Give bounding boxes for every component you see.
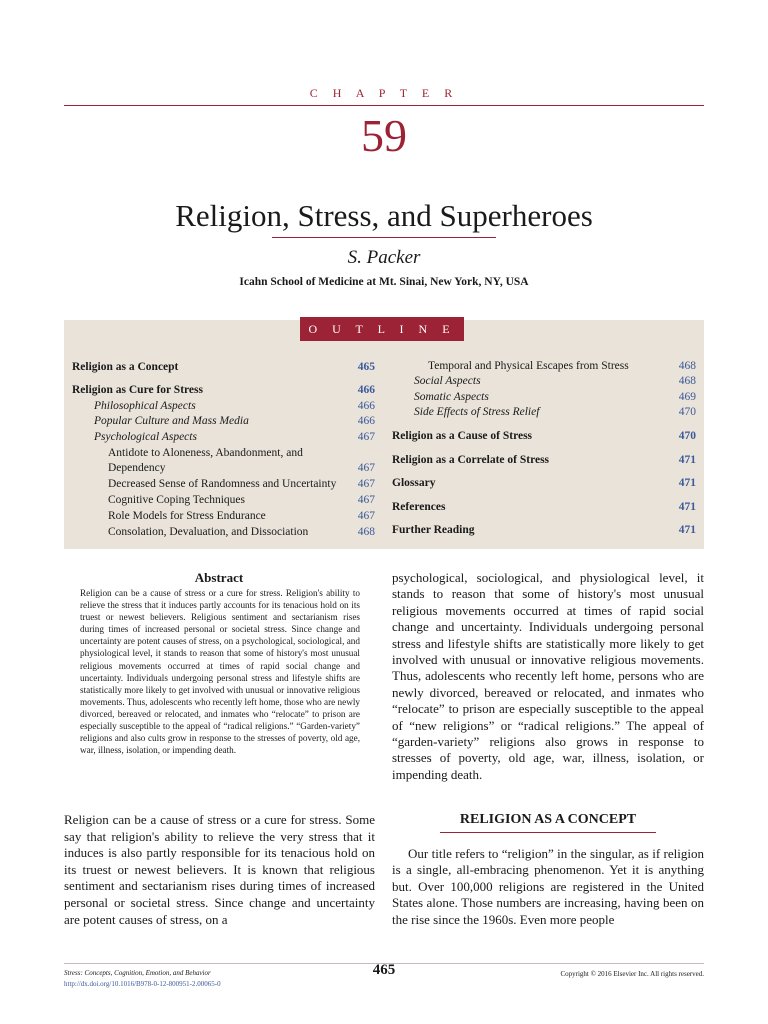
footer-doi-link[interactable]: http://dx.doi.org/10.1016/B978-0-12-800951-2.00065-0 <box>64 980 221 988</box>
outline-item-page: 468 <box>678 360 696 372</box>
outline-item-text: Popular Culture and Mass Media <box>94 415 249 427</box>
outline-item-page: 465 <box>357 361 375 373</box>
outline-item-text: Dependency <box>108 462 166 474</box>
section-rule <box>440 832 656 833</box>
outline-item[interactable] <box>392 476 696 491</box>
outline-item[interactable] <box>94 414 375 429</box>
outline-item-text: Glossary <box>392 477 436 489</box>
outline-item[interactable] <box>108 477 375 492</box>
outline-item-page: 467 <box>357 478 375 490</box>
outline-item[interactable] <box>108 446 375 461</box>
outline-item-text: Philosophical Aspects <box>94 400 196 412</box>
outline-item-page: 469 <box>678 391 696 403</box>
outline-item-text: Cognitive Coping Techniques <box>108 494 245 506</box>
body-right-paragraph: psychological, sociological, and physiological level, it stands to reason that some of history's most unusual religious movements occurred at times of rapid social change and uncertainty. Individuals undergoing personal stress and lifestyle shifts are statistically more likely to get involved with unusual or innovative religious movements. Thus, adolescents who recently left home, persons who are newly divorced, bereaved or relocated, and inmates who “relocate” to prison are especially susceptible to the appeal of “new religions” or “radical religions.” The appeal of “garden-variety” religions also grows in response to stresses of poverty, old age, war, illness, isolation, or impending death. <box>392 570 704 782</box>
outline-item-page: 471 <box>678 477 696 489</box>
outline-item-text: Religion as a Cause of Stress <box>392 430 533 442</box>
outline-item[interactable] <box>392 429 696 444</box>
outline-item[interactable] <box>72 360 375 375</box>
outline-item[interactable] <box>108 509 375 524</box>
outline-item-page: 470 <box>678 406 696 418</box>
title-rule <box>272 237 496 238</box>
section-paragraph: Our title refers to “religion” in the singular, as if religion is a single, all-embracing phenomenon. Yet it is anything but. Over 100,000 religions are registered in the United States alone. Those numbers are increasing, having been on the rise since the 1960s. Even more people <box>392 846 704 927</box>
outline-item-text: Psychological Aspects <box>94 431 197 443</box>
outline-item-page: 470 <box>678 430 696 442</box>
affiliation: Icahn School of Medicine at Mt. Sinai, New York, NY, USA <box>239 276 529 288</box>
outline-item-text: References <box>392 501 446 513</box>
outline-item[interactable] <box>392 523 696 538</box>
outline-item[interactable] <box>108 493 375 508</box>
header-rule <box>64 105 704 106</box>
outline-item-text: Further Reading <box>392 524 475 536</box>
outline-label: O U T L I N E <box>300 317 464 341</box>
outline-item-text: Social Aspects <box>414 375 481 387</box>
abstract-text: Religion can be a cause of stress or a cure for stress. Religion's ability to relieve the stress that it induces partly accounts for its tenacious hold on its truest or newest believers. Religious sentiment and sectarianism rises during times of increased personal or societal stress. Since change and uncertainty are potent causes of stress, on a psychological, sociological, and physiological level, it stands to reason that some of history's most unusual religious movements occurred at times of rapid social change and uncertainty. Individuals undergoing personal stress and lifestyle shifts are statistically more likely to get involved with unusual or innovative religious movements. Thus, adolescents who recently left home, those who are newly divorced, bereaved or relocated, and inmates who “relocate” to prison are especially susceptible to the appeal of “radical religions.” “Garden-variety” religions and also cults grow in response to the stresses of poverty, old age, war, illness, isolation, or impending death. <box>80 588 360 756</box>
outline-item-page: 466 <box>357 384 375 396</box>
outline-item[interactable] <box>428 359 696 374</box>
page-number: 465 <box>372 962 396 978</box>
outline-item-text: Role Models for Stress Endurance <box>108 510 266 522</box>
outline-item[interactable] <box>392 453 696 468</box>
outline-item[interactable] <box>94 430 375 445</box>
outline-item-page: 468 <box>357 526 375 538</box>
outline-item-text: Temporal and Physical Escapes from Stress <box>428 360 629 372</box>
outline-item-text: Consolation, Devaluation, and Dissociation <box>108 526 309 538</box>
outline-item-page: 467 <box>357 510 375 522</box>
footer-book-title: Stress: Concepts, Cognition, Emotion, and Behavior <box>64 969 211 977</box>
outline-item-text: Religion as a Correlate of Stress <box>392 454 550 466</box>
outline-item-page: 467 <box>357 431 375 443</box>
body-left-paragraph: Religion can be a cause of stress or a cure for stress. Some say that religion's ability to relieve the very stress that it induces is also partly responsible for its tenacious hold on its truest or newest believers. It is known that religious sentiment and sectarianism rises during times of increased personal or societal stress. Since change and uncertainty are potent causes of stress, on a <box>64 812 375 927</box>
outline-item[interactable] <box>108 461 375 476</box>
outline-item[interactable] <box>94 399 375 414</box>
outline-item[interactable] <box>414 405 696 420</box>
footer-copyright: Copyright © 2016 Elsevier Inc. All rights reserved. <box>560 970 704 978</box>
outline-item-text: Somatic Aspects <box>414 391 489 403</box>
outline-item[interactable] <box>392 500 696 515</box>
section-heading: RELIGION AS A CONCEPT <box>459 812 637 827</box>
outline-item-page: 467 <box>357 462 375 474</box>
outline-item[interactable] <box>414 390 696 405</box>
abstract-heading: Abstract <box>194 570 244 585</box>
outline-item-text: Decreased Sense of Randomness and Uncertainty <box>108 478 337 490</box>
outline-item-page: 466 <box>357 400 375 412</box>
outline-item-text: Antidote to Aloneness, Abandonment, and <box>108 447 303 459</box>
outline-item-page: 471 <box>678 524 696 536</box>
chapter-title: Religion, Stress, and Superheroes <box>175 198 593 233</box>
outline-item-page: 471 <box>678 454 696 466</box>
outline-item-text: Religion as Cure for Stress <box>72 384 203 396</box>
outline-item[interactable] <box>108 525 375 540</box>
outline-item-page: 471 <box>678 501 696 513</box>
outline-item[interactable] <box>72 383 375 398</box>
outline-item-text: Religion as a Concept <box>72 361 179 373</box>
outline-item-text: Side Effects of Stress Relief <box>414 406 540 418</box>
outline-item-page: 468 <box>678 375 696 387</box>
outline-item[interactable] <box>414 374 696 389</box>
chapter-number: 59 <box>361 110 407 161</box>
chapter-label: C H A P T E R <box>309 86 459 100</box>
outline-item-page: 467 <box>357 494 375 506</box>
author: S. Packer <box>347 247 421 268</box>
outline-item-page: 466 <box>357 415 375 427</box>
